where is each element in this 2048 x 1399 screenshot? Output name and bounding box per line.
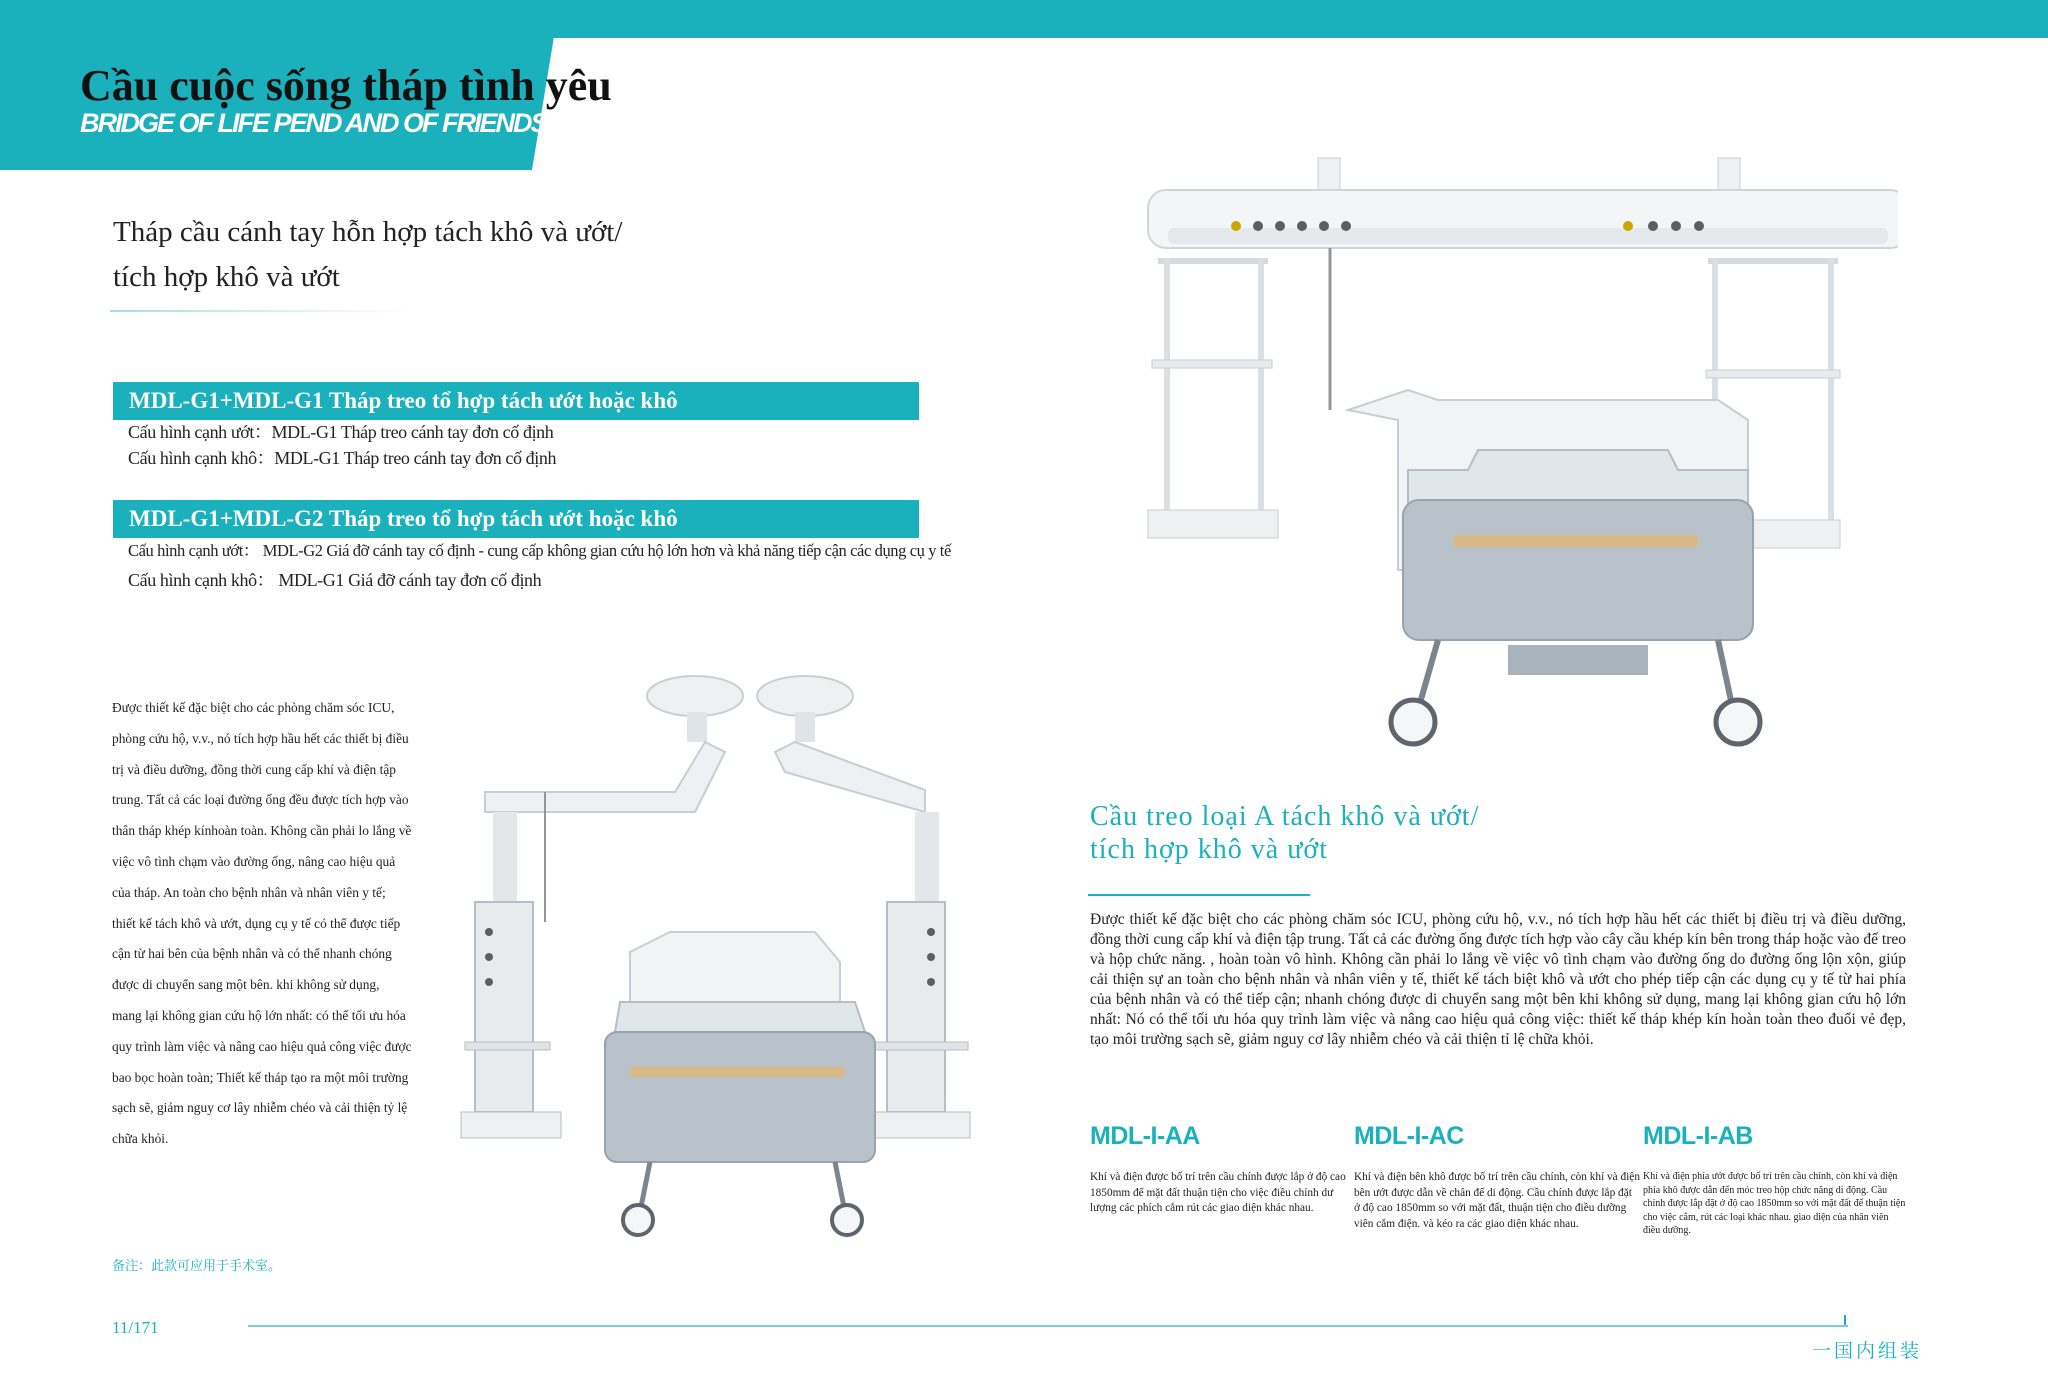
section-divider <box>1088 894 1310 896</box>
subtitle-divider <box>110 310 415 312</box>
footer-divider <box>248 1325 1848 1327</box>
section-title <box>1090 800 1479 866</box>
left-description: Được thiết kế đặc biệt cho các phòng chăm sóc ICU, phòng cứu hộ, v.v., nó tích hợp hầu hết các thiết bị điều trị và điều dưỡng, đồng thời cung cấp khí và điện tập trung. Tất cả các loại đường ống đều được tích hợp vào thân tháp khép kínhoàn toàn. Không cần phải lo lắng về việc vô tình chạm vào đường ống, nâng cao hiệu quả của tháp. An toàn cho bệnh nhân và nhân viên y tế; thiết kế tách khô và ướt, dụng cụ y tế có thể được tiếp cận từ hai bên của bệnh nhân và có thể nhanh chóng được di chuyển sang một bên. khi không sử dụng, mang lại không gian cứu hộ lớn nhất: có thể tối ưu hóa quy trình làm việc và nâng cao hiệu quả công việc được bao bọc hoàn toàn; Thiết kế tháp tạo ra một môi trường sạch sẽ, giảm nguy cơ lây nhiễm chéo và cải thiện tỷ lệ chữa khỏi. <box>112 700 412 1147</box>
model-name-aa: MDL-I-AA <box>1090 1122 1200 1150</box>
section-title-line-2: tích hợp khô và ướt <box>1090 834 1328 865</box>
pendant-tower-illustration <box>455 672 995 1242</box>
section-title-line-1: Cầu treo loại A tách khô và ướt/ <box>1090 801 1480 832</box>
footer-section-label: 一国内组装 <box>1812 1340 1923 1362</box>
product-subtitle <box>113 210 622 300</box>
model-name-ab: MDL-I-AB <box>1643 1122 1753 1150</box>
footer-note: 备注：此款可应用于手术室。 <box>112 1258 282 1273</box>
footer-tick <box>1844 1315 1846 1325</box>
subtitle-line-1: Tháp cầu cánh tay hỗn hợp tách khô và ướt/ <box>113 216 623 248</box>
section-description: Được thiết kế đặc biệt cho các phòng chăm sóc ICU, phòng cứu hộ, v.v., nó tích hợp hầu hết các thiết bị điều trị và điều dưỡng, đồng thời cung cấp khí và điện tập trung. Tất cả các đường ống được tích hợp vào cây cầu khép kín bên trong tháp hoặc vào đế treo và hộp chức năng. , hoàn toàn vô hình. Không cần phải lo lắng về việc vô tình chạm vào đường ống do đường ống lộn xộn, giúp cải thiện sự an toàn cho bệnh nhân và nhân viên y tế, thiết kế tách biệt khô và ướt cho phép tiếp cận các dụng cụ y tế từ hai phía của bệnh nhân và có thể tiếp cận; nhanh chóng được di chuyển sang một bên khi không sử dụng, mang lại không gian cứu hộ lớn nhất: Nó có thể tối ưu hóa quy trình làm việc và nâng cao hiệu quả công việc: thiết kế tháp khép kín hoàn toàn theo đuổi vẻ đẹp, tạo môi trường sạch sẽ, giảm nguy cơ lây nhiễm chéo và cải thiện tỉ lệ chữa khỏi. <box>1090 911 1906 1048</box>
bridge-pendant-illustration <box>1108 150 1898 770</box>
model-name-ac: MDL-I-AC <box>1354 1122 1464 1150</box>
model-desc-ac: Khí và điện bên khô được bố trí trên cầu chính, còn khí và điện bên ướt được dẫn về chân đế di động. Cầu chính được lắp đặt ở độ cao 1850mm so với mặt đất, thuận tiện cho điều dưỡng viên cắm điện. và kéo ra các giao diện khác nhau. <box>1354 1171 1640 1230</box>
config-2-wet-side: Cấu hình cạnh ướt： MDL-G2 Giá đỡ cánh tay cố định - cung cấp không gian cứu hộ lớn hơn và khả năng tiếp cận các dụng cụ y tế <box>128 541 951 560</box>
config-2-dry-side: Cấu hình cạnh khô： MDL-G1 Giá đỡ cánh tay đơn cố định <box>128 570 542 590</box>
model-desc-ab: Khí và điện phía ướt được bố trí trên cầu chính, còn khí và điện phía khô được dẫn đến móc treo hộp chức năng di động. Cầu chính được lắp đặt ở độ cao 1850mm so với mặt đất để thuận tiện cho việc cắm, rút các loại khác nhau. giao diện của nhân viên điều dưỡng. <box>1643 1171 1906 1236</box>
config-band-2: MDL-G1+MDL-G2 Tháp treo tổ hợp tách ướt hoặc khô <box>113 500 919 538</box>
config-1-dry-side: Cấu hình cạnh khô：MDL-G1 Tháp treo cánh tay đơn cố định <box>128 448 557 468</box>
model-desc-aa: Khí và điện được bố trí trên cầu chính được lắp ở độ cao 1850mm để mặt đất thuận tiện cho việc điều chỉnh dư lượng các phích cắm rút các giao diện khác nhau. <box>1090 1171 1346 1214</box>
config-band-1: MDL-G1+MDL-G1 Tháp treo tổ hợp tách ướt hoặc khô <box>113 382 919 420</box>
page-number: 11/171 <box>112 1318 159 1337</box>
config-1-wet-side: Cấu hình cạnh ướt：MDL-G1 Tháp treo cánh tay đơn cố định <box>128 422 554 442</box>
page-title-english: BRIDGE OF LIFE PEND AND OF FRIENDSHIP <box>80 108 586 138</box>
page-title: Cầu cuộc sống tháp tình yêu <box>80 61 612 110</box>
subtitle-line-2: tích hợp khô và ướt <box>113 261 340 293</box>
